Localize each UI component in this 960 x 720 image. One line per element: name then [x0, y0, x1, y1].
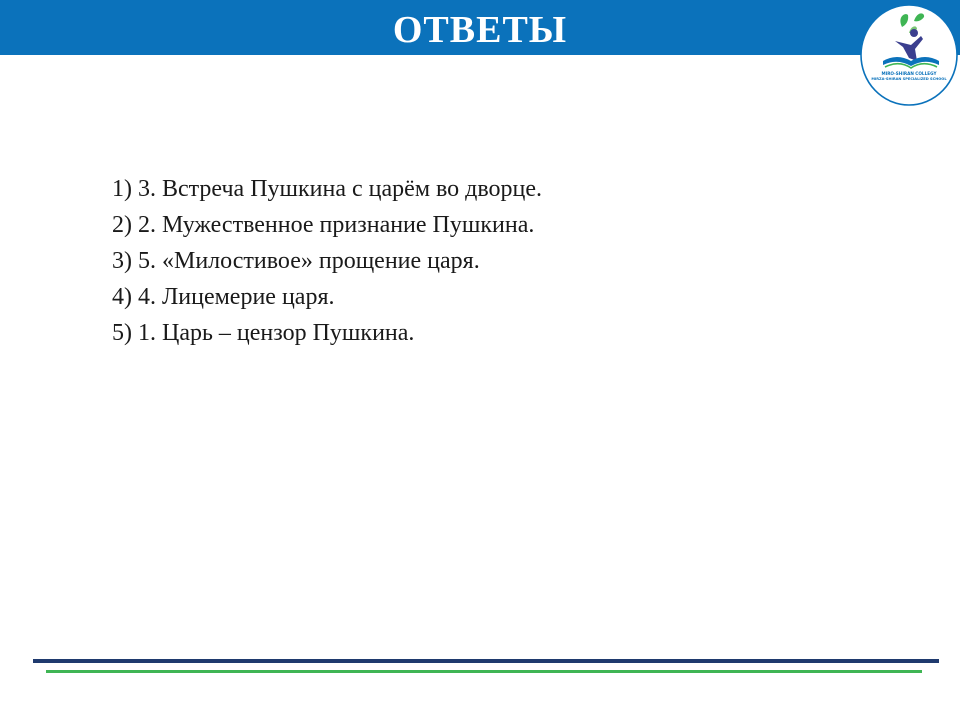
answers-list [112, 171, 542, 351]
answer-item-3: 3) 5. «Милостивое» прощение царя. [112, 248, 480, 274]
slide-title: ОТВЕТЫ [392, 9, 568, 51]
answer-item-2: 2) 2. Мужественное признание Пушкина. [112, 212, 535, 238]
answer-item-1: 1) 3. Встреча Пушкина с царём во дворце. [112, 176, 543, 202]
school-emblem-icon [859, 3, 959, 107]
answer-item-4: 4) 4. Лицемерие царя. [112, 284, 335, 310]
footer-decoration [0, 655, 960, 679]
logo-text-line2: MIRZA-SHIRAN SPECIALIZED SCHOOL [871, 77, 947, 81]
answer-item-5: 5) 1. Царь – цензор Пушкина. [112, 320, 415, 346]
footer-green-line [46, 670, 922, 673]
logo-text-line1: MIRO-SHIRAN COLLEGY [881, 71, 937, 76]
footer-navy-line [33, 659, 939, 663]
